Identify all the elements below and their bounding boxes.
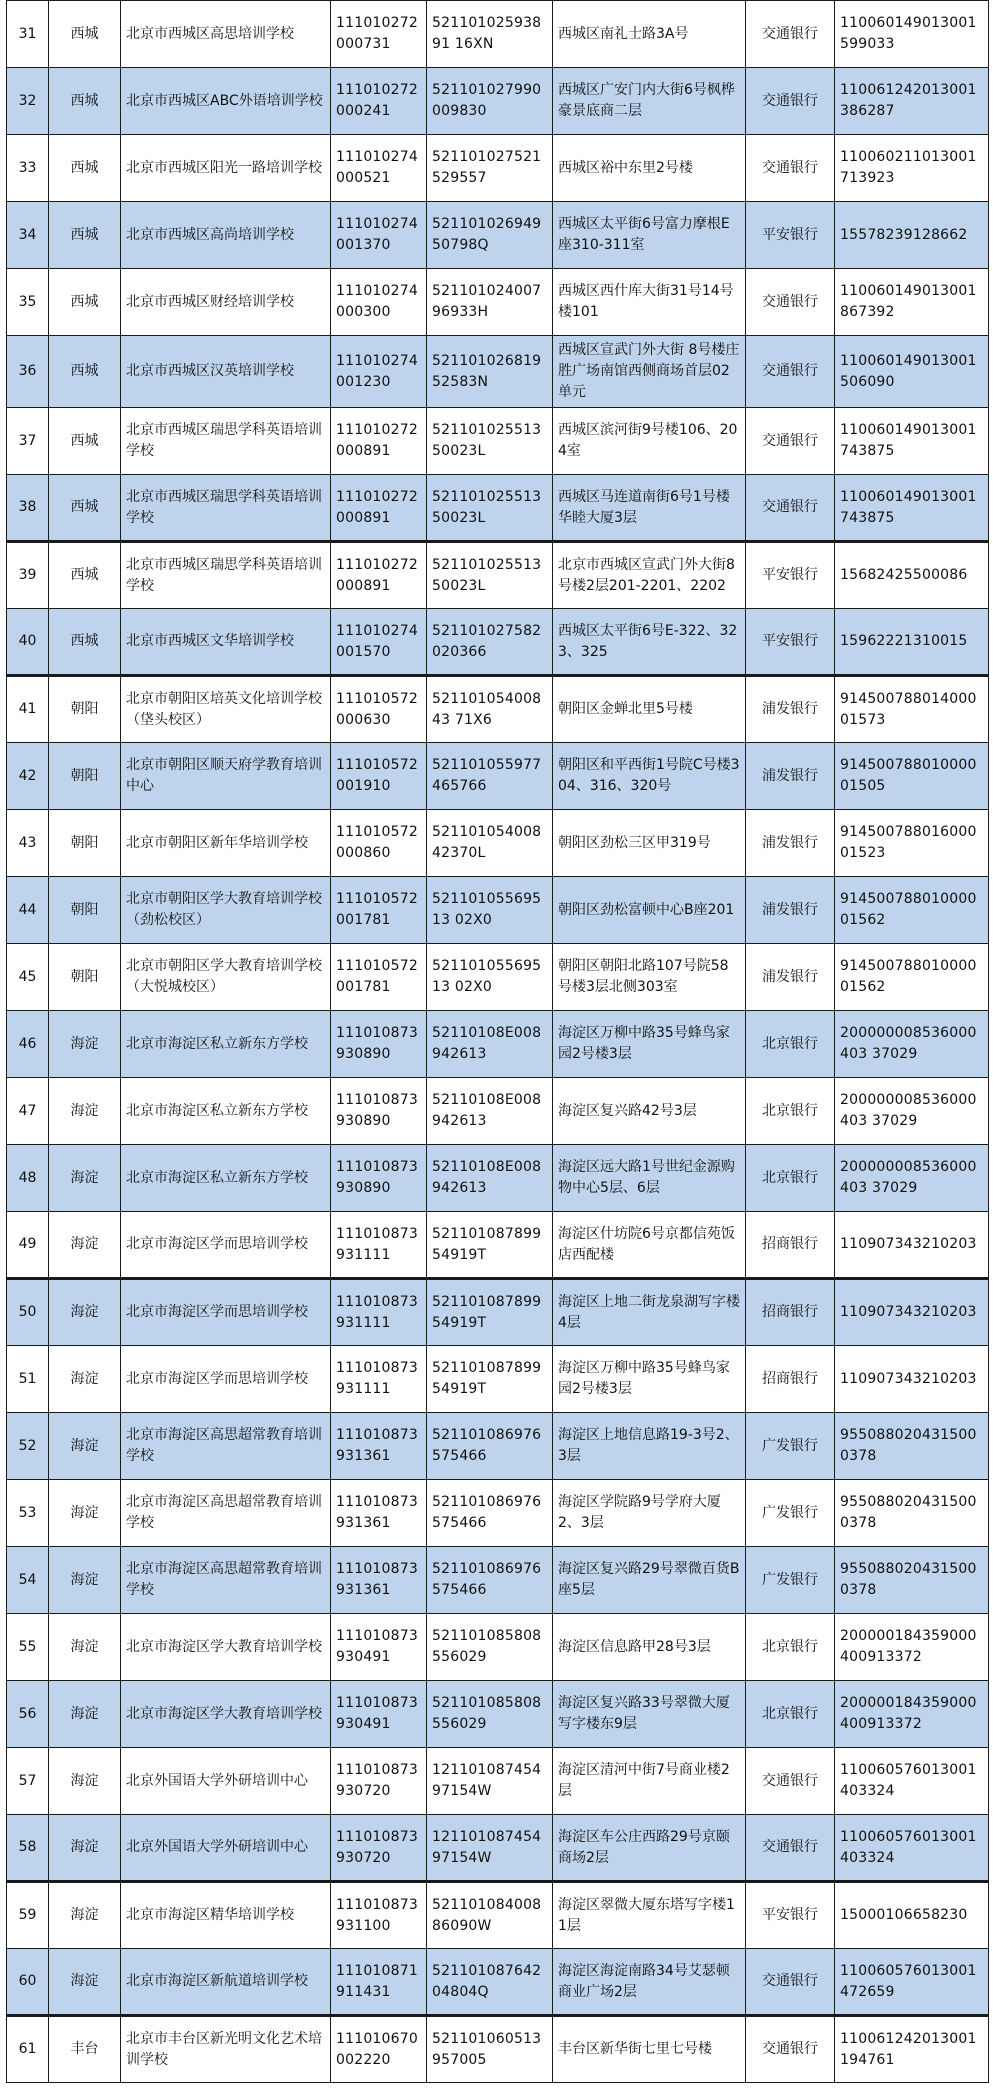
account-cell: 15962221310015: [835, 609, 989, 676]
account-cell: 110907343210203: [835, 1279, 989, 1346]
school-name-cell: 北京外国语大学外研培训中心: [121, 1748, 331, 1815]
table-row: [7, 269, 989, 336]
bank-cell: 交通银行: [746, 1949, 835, 2016]
district-cell: 朝阳: [49, 743, 121, 810]
license-code-cell: 111010272000241: [331, 68, 427, 135]
account-cell: 110060149013001743875: [835, 475, 989, 542]
row-number: 54: [7, 1547, 49, 1614]
account-cell: 110060576013001403324: [835, 1815, 989, 1882]
license-code-cell: 111010272000891: [331, 408, 427, 475]
table-row: [7, 743, 989, 810]
license-code-cell: 111010274000521: [331, 135, 427, 202]
row-number: 52: [7, 1413, 49, 1480]
table-row: [7, 1949, 989, 2016]
account-cell: 110060149013001867392: [835, 269, 989, 336]
row-number: 58: [7, 1815, 49, 1882]
address-cell: 海淀区复兴路33号翠微大厦写字楼东9层: [553, 1681, 746, 1748]
row-number: 36: [7, 336, 49, 408]
credit-code-cell: 52110102551350023L: [427, 408, 553, 475]
license-code-cell: 111010873930720: [331, 1815, 427, 1882]
credit-code-cell: 52110102593891 16XN: [427, 1, 553, 68]
district-cell: 西城: [49, 542, 121, 609]
credit-code-cell: 521101027990009830: [427, 68, 553, 135]
district-cell: 海淀: [49, 1145, 121, 1212]
license-code-cell: 111010274001570: [331, 609, 427, 676]
row-number: 38: [7, 475, 49, 542]
account-cell: 110060576013001472659: [835, 1949, 989, 2016]
district-cell: 西城: [49, 408, 121, 475]
row-number: 33: [7, 135, 49, 202]
bank-cell: 交通银行: [746, 1748, 835, 1815]
row-number: 55: [7, 1614, 49, 1681]
license-code-cell: 111010871911431: [331, 1949, 427, 2016]
row-number: 53: [7, 1480, 49, 1547]
license-code-cell: 111010274000300: [331, 269, 427, 336]
district-cell: 海淀: [49, 1681, 121, 1748]
district-cell: 海淀: [49, 1614, 121, 1681]
school-name-cell: 北京市海淀区私立新东方学校: [121, 1078, 331, 1145]
credit-code-cell: 52110105400842370L: [427, 810, 553, 877]
table-row: [7, 810, 989, 877]
bank-cell: 浦发银行: [746, 944, 835, 1011]
table-row: [7, 676, 989, 743]
row-number: 43: [7, 810, 49, 877]
credit-code-cell: 52110102400796933H: [427, 269, 553, 336]
credit-code-cell: 52110105569513 02X0: [427, 944, 553, 1011]
table-row: [7, 1078, 989, 1145]
address-cell: 西城区裕中东里2号楼: [553, 135, 746, 202]
row-number: 44: [7, 877, 49, 944]
row-number: 60: [7, 1949, 49, 2016]
license-code-cell: 111010873930890: [331, 1011, 427, 1078]
license-code-cell: 111010572000860: [331, 810, 427, 877]
district-cell: 西城: [49, 336, 121, 408]
row-number: 34: [7, 202, 49, 269]
row-number: 47: [7, 1078, 49, 1145]
school-name-cell: 北京市西城区文华培训学校: [121, 609, 331, 676]
district-cell: 西城: [49, 609, 121, 676]
credit-code-cell: 52110102551350023L: [427, 475, 553, 542]
credit-code-cell: 52110102694950798Q: [427, 202, 553, 269]
bank-cell: 北京银行: [746, 1614, 835, 1681]
table-row: [7, 408, 989, 475]
district-cell: 海淀: [49, 1279, 121, 1346]
bank-cell: 交通银行: [746, 68, 835, 135]
account-cell: 110060149013001599033: [835, 1, 989, 68]
credit-code-cell: 52110102551350023L: [427, 542, 553, 609]
school-name-cell: 北京市海淀区高思超常教育培训学校: [121, 1480, 331, 1547]
address-cell: 朝阳区劲松富顿中心B座201: [553, 877, 746, 944]
bank-cell: 交通银行: [746, 336, 835, 408]
district-cell: 海淀: [49, 1815, 121, 1882]
account-cell: 9550880204315000378: [835, 1547, 989, 1614]
address-cell: 海淀区复兴路42号3层: [553, 1078, 746, 1145]
account-cell: 110907343210203: [835, 1346, 989, 1413]
table-row: [7, 2016, 989, 2083]
bank-cell: 浦发银行: [746, 743, 835, 810]
district-cell: 朝阳: [49, 877, 121, 944]
school-name-cell: 北京市丰台区新光明文化艺术培训学校: [121, 2016, 331, 2083]
row-number: 42: [7, 743, 49, 810]
table-row: [7, 609, 989, 676]
school-name-cell: 北京市海淀区学大教育培训学校: [121, 1614, 331, 1681]
credit-code-cell: 521101027582020366: [427, 609, 553, 676]
district-cell: 海淀: [49, 1346, 121, 1413]
school-name-cell: 北京市海淀区私立新东方学校: [121, 1145, 331, 1212]
credit-code-cell: 52110105569513 02X0: [427, 877, 553, 944]
table-row: [7, 542, 989, 609]
school-name-cell: 北京市海淀区学而思培训学校: [121, 1346, 331, 1413]
address-cell: 朝阳区劲松三区甲319号: [553, 810, 746, 877]
address-cell: 海淀区信息路甲28号3层: [553, 1614, 746, 1681]
table-row: [7, 1748, 989, 1815]
address-cell: 海淀区海淀南路34号艾瑟顿商业广场2层: [553, 1949, 746, 2016]
address-cell: 海淀区翠微大厦东塔写字楼11层: [553, 1882, 746, 1949]
address-cell: 西城区广安门内大街6号枫桦豪景底商二层: [553, 68, 746, 135]
row-number: 41: [7, 676, 49, 743]
address-cell: 海淀区复兴路29号翠微百货B座5层: [553, 1547, 746, 1614]
account-cell: 200000184359000400913372: [835, 1614, 989, 1681]
table-row: [7, 1346, 989, 1413]
district-cell: 海淀: [49, 1078, 121, 1145]
table-row: [7, 1815, 989, 1882]
license-code-cell: 111010572000630: [331, 676, 427, 743]
table-row: [7, 944, 989, 1011]
credit-code-cell: 52110108764204804Q: [427, 1949, 553, 2016]
bank-cell: 北京银行: [746, 1145, 835, 1212]
credit-code-cell: 521101060513957005: [427, 2016, 553, 2083]
license-code-cell: 111010272000891: [331, 475, 427, 542]
bank-cell: 交通银行: [746, 475, 835, 542]
row-number: 57: [7, 1748, 49, 1815]
row-number: 56: [7, 1681, 49, 1748]
credit-code-cell: 521101086976575466: [427, 1413, 553, 1480]
license-code-cell: 111010274001370: [331, 202, 427, 269]
bank-cell: 招商银行: [746, 1212, 835, 1279]
bank-cell: 平安银行: [746, 1882, 835, 1949]
row-number: 45: [7, 944, 49, 1011]
license-code-cell: 111010572001781: [331, 877, 427, 944]
bank-cell: 广发银行: [746, 1547, 835, 1614]
license-code-cell: 111010572001910: [331, 743, 427, 810]
row-number: 49: [7, 1212, 49, 1279]
row-number: 39: [7, 542, 49, 609]
district-cell: 海淀: [49, 1480, 121, 1547]
address-cell: 丰台区新华街七里七号楼: [553, 2016, 746, 2083]
school-name-cell: 北京市朝阳区培英文化培训学校（垡头校区）: [121, 676, 331, 743]
account-cell: 110907343210203: [835, 1212, 989, 1279]
credit-code-cell: 52110108E008942613: [427, 1145, 553, 1212]
address-cell: 朝阳区和平西街1号院C号楼304、316、320号: [553, 743, 746, 810]
district-cell: 朝阳: [49, 810, 121, 877]
account-cell: 91450078801000001505: [835, 743, 989, 810]
row-number: 59: [7, 1882, 49, 1949]
district-cell: 西城: [49, 269, 121, 336]
school-name-cell: 北京市海淀区学大教育培训学校: [121, 1681, 331, 1748]
license-code-cell: 111010272000731: [331, 1, 427, 68]
address-cell: 西城区西什库大街31号14号楼101: [553, 269, 746, 336]
district-cell: 丰台: [49, 2016, 121, 2083]
credit-code-cell: 12110108745497154W: [427, 1815, 553, 1882]
district-cell: 海淀: [49, 1413, 121, 1480]
address-cell: 海淀区上地二街龙泉湖写字楼4层: [553, 1279, 746, 1346]
credit-code-cell: 52110108789954919T: [427, 1346, 553, 1413]
license-code-cell: 111010873931361: [331, 1413, 427, 1480]
bank-cell: 招商银行: [746, 1279, 835, 1346]
bank-cell: 交通银行: [746, 2016, 835, 2083]
table-row: [7, 135, 989, 202]
credit-code-cell: 52110102681952583N: [427, 336, 553, 408]
address-cell: 朝阳区金蝉北里5号楼: [553, 676, 746, 743]
bank-cell: 平安银行: [746, 609, 835, 676]
row-number: 50: [7, 1279, 49, 1346]
school-name-cell: 北京市西城区高尚培训学校: [121, 202, 331, 269]
school-name-cell: 北京市西城区高思培训学校: [121, 1, 331, 68]
bank-cell: 交通银行: [746, 135, 835, 202]
account-cell: 91450078801600001523: [835, 810, 989, 877]
address-cell: 朝阳区朝阳北路107号院58号楼3层北侧303室: [553, 944, 746, 1011]
district-cell: 西城: [49, 68, 121, 135]
school-name-cell: 北京市海淀区学而思培训学校: [121, 1279, 331, 1346]
account-cell: 91450078801000001562: [835, 944, 989, 1011]
district-cell: 海淀: [49, 1748, 121, 1815]
address-cell: 海淀区车公庄西路29号京颐商场2层: [553, 1815, 746, 1882]
table-row: [7, 1413, 989, 1480]
school-name-cell: 北京市海淀区精华培训学校: [121, 1882, 331, 1949]
credit-code-cell: 521101085808556029: [427, 1681, 553, 1748]
bank-cell: 交通银行: [746, 1, 835, 68]
credit-code-cell: 521101086976575466: [427, 1547, 553, 1614]
district-cell: 西城: [49, 475, 121, 542]
row-number: 32: [7, 68, 49, 135]
school-name-cell: 北京市西城区瑞思学科英语培训学校: [121, 542, 331, 609]
row-number: 31: [7, 1, 49, 68]
table-row: [7, 1480, 989, 1547]
credit-code-cell: 521101086976575466: [427, 1480, 553, 1547]
address-cell: 海淀区清河中街7号商业楼2层: [553, 1748, 746, 1815]
account-cell: 110060149013001506090: [835, 336, 989, 408]
table-row: [7, 1279, 989, 1346]
district-cell: 西城: [49, 135, 121, 202]
district-cell: 海淀: [49, 1212, 121, 1279]
bank-cell: 交通银行: [746, 1815, 835, 1882]
address-cell: 海淀区什坊院6号京都信苑饭店西配楼: [553, 1212, 746, 1279]
credit-code-cell: 52110105400843 71X6: [427, 676, 553, 743]
bank-cell: 招商银行: [746, 1346, 835, 1413]
bank-cell: 交通银行: [746, 408, 835, 475]
address-cell: 西城区太平街6号E-322、323、325: [553, 609, 746, 676]
address-cell: 海淀区上地信息路19-3号2、3层: [553, 1413, 746, 1480]
bank-cell: 广发银行: [746, 1480, 835, 1547]
row-number: 40: [7, 609, 49, 676]
license-code-cell: 111010873930491: [331, 1614, 427, 1681]
district-cell: 海淀: [49, 1547, 121, 1614]
school-name-cell: 北京市西城区阳光一路培训学校: [121, 135, 331, 202]
row-number: 37: [7, 408, 49, 475]
license-code-cell: 111010873931361: [331, 1480, 427, 1547]
address-cell: 西城区太平街6号富力摩根E座310-311室: [553, 202, 746, 269]
school-name-cell: 北京市朝阳区学大教育培训学校（大悦城校区）: [121, 944, 331, 1011]
school-name-cell: 北京市西城区瑞思学科英语培训学校: [121, 408, 331, 475]
account-cell: 15578239128662: [835, 202, 989, 269]
address-cell: 西城区马连道南街6号1号楼华睦大厦3层: [553, 475, 746, 542]
license-code-cell: 111010873931111: [331, 1346, 427, 1413]
bank-cell: 浦发银行: [746, 877, 835, 944]
address-cell: 西城区南礼士路3A号: [553, 1, 746, 68]
account-cell: 200000008536000403 37029: [835, 1145, 989, 1212]
table-row: [7, 475, 989, 542]
bank-cell: 交通银行: [746, 269, 835, 336]
school-name-cell: 北京市西城区汉英培训学校: [121, 336, 331, 408]
license-code-cell: 111010873930720: [331, 1748, 427, 1815]
account-cell: 110060211013001713923: [835, 135, 989, 202]
bank-cell: 浦发银行: [746, 810, 835, 877]
school-name-cell: 北京市朝阳区学大教育培训学校（劲松校区）: [121, 877, 331, 944]
account-cell: 9550880204315000378: [835, 1480, 989, 1547]
credit-code-cell: 52110108400886090W: [427, 1882, 553, 1949]
account-cell: 200000008536000403 37029: [835, 1078, 989, 1145]
credit-code-cell: 52110108789954919T: [427, 1279, 553, 1346]
address-cell: 海淀区万柳中路35号蜂鸟家园2号楼3层: [553, 1011, 746, 1078]
account-cell: 91450078801400001573: [835, 676, 989, 743]
license-code-cell: 111010572001781: [331, 944, 427, 1011]
school-name-cell: 北京市西城区ABC外语培训学校: [121, 68, 331, 135]
account-cell: 200000008536000403 37029: [835, 1011, 989, 1078]
district-cell: 海淀: [49, 1882, 121, 1949]
bank-cell: 北京银行: [746, 1011, 835, 1078]
school-table: [6, 0, 989, 2083]
school-name-cell: 北京市朝阳区顺天府学教育培训中心: [121, 743, 331, 810]
table-row: [7, 1, 989, 68]
row-number: 51: [7, 1346, 49, 1413]
bank-cell: 北京银行: [746, 1078, 835, 1145]
row-number: 46: [7, 1011, 49, 1078]
address-cell: 海淀区远大路1号世纪金源购物中心5层、6层: [553, 1145, 746, 1212]
license-code-cell: 111010274001230: [331, 336, 427, 408]
credit-code-cell: 521101085808556029: [427, 1614, 553, 1681]
license-code-cell: 111010873931111: [331, 1279, 427, 1346]
table-row: [7, 1145, 989, 1212]
account-cell: 9550880204315000378: [835, 1413, 989, 1480]
address-cell: 海淀区学院路9号学府大厦2、3层: [553, 1480, 746, 1547]
school-name-cell: 北京市朝阳区新年华培训学校: [121, 810, 331, 877]
school-name-cell: 北京市海淀区私立新东方学校: [121, 1011, 331, 1078]
table-row: [7, 1212, 989, 1279]
address-cell: 海淀区万柳中路35号蜂鸟家园2号楼3层: [553, 1346, 746, 1413]
address-cell: 北京市西城区宣武门外大街8号楼2层201-2201、2202: [553, 542, 746, 609]
address-cell: 西城区滨河街9号楼106、204室: [553, 408, 746, 475]
credit-code-cell: 52110108789954919T: [427, 1212, 553, 1279]
district-cell: 海淀: [49, 1011, 121, 1078]
account-cell: 110060149013001743875: [835, 408, 989, 475]
license-code-cell: 111010873931361: [331, 1547, 427, 1614]
license-code-cell: 111010272000891: [331, 542, 427, 609]
account-cell: 110060576013001403324: [835, 1748, 989, 1815]
district-cell: 西城: [49, 1, 121, 68]
district-cell: 朝阳: [49, 944, 121, 1011]
table-row: [7, 336, 989, 408]
school-name-cell: 北京外国语大学外研培训中心: [121, 1815, 331, 1882]
license-code-cell: 111010873931100: [331, 1882, 427, 1949]
row-number: 35: [7, 269, 49, 336]
table-row: [7, 1882, 989, 1949]
school-name-cell: 北京市海淀区学而思培训学校: [121, 1212, 331, 1279]
school-name-cell: 北京市海淀区高思超常教育培训学校: [121, 1413, 331, 1480]
table-row: [7, 68, 989, 135]
district-cell: 西城: [49, 202, 121, 269]
table-row: [7, 202, 989, 269]
bank-cell: 北京银行: [746, 1681, 835, 1748]
district-cell: 朝阳: [49, 676, 121, 743]
table-row: [7, 1011, 989, 1078]
school-name-cell: 北京市海淀区新航道培训学校: [121, 1949, 331, 2016]
account-cell: 110061242013001194761: [835, 2016, 989, 2083]
table-row: [7, 877, 989, 944]
bank-cell: 浦发银行: [746, 676, 835, 743]
account-cell: 200000184359000400913372: [835, 1681, 989, 1748]
address-cell: 西城区宣武门外大街 8号楼庄胜广场南馆西侧商场首层02单元: [553, 336, 746, 408]
row-number: 61: [7, 2016, 49, 2083]
bank-cell: 广发银行: [746, 1413, 835, 1480]
school-name-cell: 北京市西城区财经培训学校: [121, 269, 331, 336]
credit-code-cell: 521101027521529557: [427, 135, 553, 202]
school-name-cell: 北京市海淀区高思超常教育培训学校: [121, 1547, 331, 1614]
table-row: [7, 1681, 989, 1748]
school-name-cell: 北京市西城区瑞思学科英语培训学校: [121, 475, 331, 542]
account-cell: 110061242013001386287: [835, 68, 989, 135]
table-body: [7, 1, 989, 2083]
bank-cell: 平安银行: [746, 202, 835, 269]
credit-code-cell: 521101055977465766: [427, 743, 553, 810]
district-cell: 海淀: [49, 1949, 121, 2016]
license-code-cell: 111010873930890: [331, 1078, 427, 1145]
bank-cell: 平安银行: [746, 542, 835, 609]
row-number: 48: [7, 1145, 49, 1212]
account-cell: 91450078801000001562: [835, 877, 989, 944]
license-code-cell: 111010873931111: [331, 1212, 427, 1279]
account-cell: 15682425500086: [835, 542, 989, 609]
account-cell: 15000106658230: [835, 1882, 989, 1949]
license-code-cell: 111010873930890: [331, 1145, 427, 1212]
credit-code-cell: 52110108E008942613: [427, 1011, 553, 1078]
table-row: [7, 1614, 989, 1681]
license-code-cell: 111010670002220: [331, 2016, 427, 2083]
table-row: [7, 1547, 989, 1614]
credit-code-cell: 12110108745497154W: [427, 1748, 553, 1815]
credit-code-cell: 52110108E008942613: [427, 1078, 553, 1145]
license-code-cell: 111010873930491: [331, 1681, 427, 1748]
